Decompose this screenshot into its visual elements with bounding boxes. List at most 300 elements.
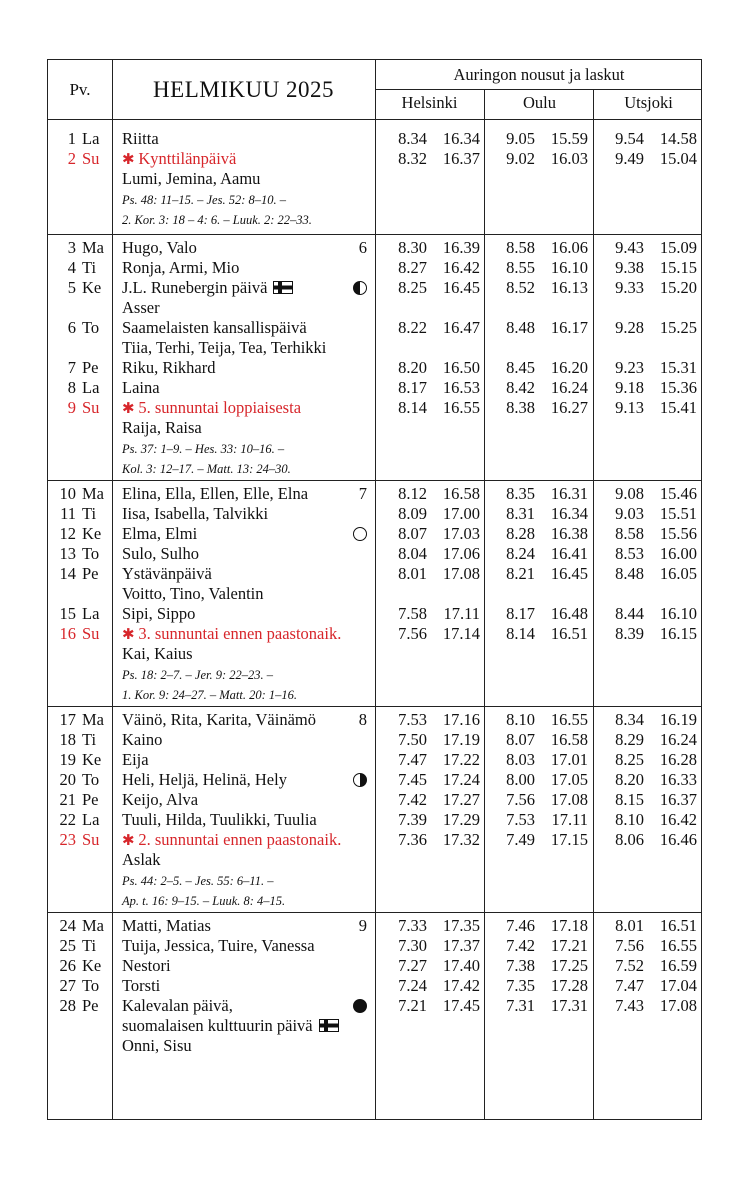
weekday: Ma (82, 916, 104, 935)
last-quarter-moon-icon (353, 281, 367, 295)
day-number: 28 (59, 996, 76, 1015)
name-day-label: suomalaisen kulttuurin päivä (122, 1016, 313, 1035)
day-number: 1 (67, 129, 76, 148)
utsjoki-sunrise: 9.08 (615, 484, 644, 503)
oulu-sunset: 16.24 (550, 378, 588, 397)
utsjoki-sunset: 16.10 (659, 604, 697, 623)
scripture-reference: Ps. 37: 1–9. – Hes. 33: 10–16. – (122, 442, 285, 456)
oulu-sunrise: 8.28 (506, 524, 535, 543)
finnish-flag-icon (319, 1017, 339, 1030)
helsinki-sunrise: 8.01 (398, 564, 427, 583)
utsjoki-sunset: 16.51 (659, 916, 697, 935)
utsjoki-sunset: 14.58 (659, 129, 697, 148)
day-row (48, 129, 701, 149)
helsinki-sunset: 17.19 (442, 730, 480, 749)
oulu-sunset: 16.51 (550, 624, 588, 643)
oulu-sunrise: 8.35 (506, 484, 535, 503)
day-number: 8 (67, 378, 76, 397)
name-day-label: Riku, Rikhard (122, 358, 216, 377)
oulu-sunset: 16.48 (550, 604, 588, 623)
helsinki-sunset: 17.22 (442, 750, 480, 769)
helsinki-sunrise: 7.45 (398, 770, 427, 789)
name-day-text (122, 484, 308, 504)
utsjoki-sunset: 15.41 (659, 398, 697, 417)
utsjoki-sunrise: 9.43 (615, 238, 644, 257)
day-number: 4 (67, 258, 76, 277)
utsjoki-sunrise: 8.20 (615, 770, 644, 789)
oulu-sunset: 16.27 (550, 398, 588, 417)
helsinki-sunrise: 7.39 (398, 810, 427, 829)
helsinki-sunset: 17.24 (442, 770, 480, 789)
helsinki-sunrise: 7.36 (398, 830, 427, 849)
day-row (48, 976, 701, 996)
name-day-text (122, 830, 341, 851)
day-number: 23 (59, 830, 76, 849)
oulu-sunrise: 7.38 (506, 956, 535, 975)
helsinki-sunset: 17.42 (442, 976, 480, 995)
name-day-text (122, 1036, 192, 1056)
oulu-sunset: 16.13 (550, 278, 588, 297)
day-number: 18 (59, 730, 76, 749)
city-oulu: Oulu (523, 93, 556, 112)
utsjoki-sunset: 17.08 (659, 996, 697, 1015)
oulu-sunset: 16.10 (550, 258, 588, 277)
utsjoki-sunrise: 8.48 (615, 564, 644, 583)
name-day-label: Nestori (122, 956, 171, 975)
utsjoki-sunset: 15.09 (659, 238, 697, 257)
oulu-sunrise: 8.31 (506, 504, 535, 523)
day-row (48, 544, 701, 564)
scripture-reference: 1. Kor. 9: 24–27. – Matt. 20: 1–16. (122, 688, 297, 702)
scripture-reference: Ps. 48: 11–15. – Jes. 52: 8–10. – (122, 193, 286, 207)
oulu-sunrise: 8.17 (506, 604, 535, 623)
weekday: Ma (82, 710, 104, 729)
utsjoki-sunrise: 8.39 (615, 624, 644, 643)
name-day-label: 5. sunnuntai loppiaisesta (138, 398, 302, 417)
name-day-label: Elma, Elmi (122, 524, 198, 543)
name-day-text (122, 169, 260, 189)
oulu-sunrise: 9.05 (506, 129, 535, 148)
oulu-sunrise: 9.02 (506, 149, 535, 168)
name-day-text (122, 624, 341, 645)
day-row (48, 730, 701, 750)
oulu-sunset: 16.31 (550, 484, 588, 503)
utsjoki-sunset: 16.19 (659, 710, 697, 729)
helsinki-sunset: 17.29 (442, 810, 480, 829)
name-day-text (122, 956, 171, 976)
helsinki-sunrise: 8.34 (398, 129, 427, 148)
weekday: Ma (82, 238, 104, 257)
new-moon-icon (353, 999, 367, 1013)
weekday: Pe (82, 996, 99, 1015)
helsinki-sunrise: 8.17 (398, 378, 427, 397)
scripture-reference: Ps. 44: 2–5. – Jes. 55: 6–11. – (122, 874, 274, 888)
name-day-text (122, 644, 193, 664)
utsjoki-sunset: 16.28 (659, 750, 697, 769)
name-day-text (122, 936, 315, 956)
name-day-label: Heli, Heljä, Helinä, Hely (122, 770, 287, 789)
utsjoki-sunrise: 9.18 (615, 378, 644, 397)
helsinki-sunset: 16.58 (442, 484, 480, 503)
helsinki-sunset: 17.16 (442, 710, 480, 729)
weekday: Pe (82, 564, 99, 583)
name-day-text (122, 258, 239, 278)
name-day-text (122, 318, 307, 338)
oulu-sunrise: 8.42 (506, 378, 535, 397)
oulu-sunset: 16.06 (550, 238, 588, 257)
oulu-sunset: 16.41 (550, 544, 588, 563)
day-row (48, 750, 701, 770)
oulu-sunset: 17.15 (550, 830, 588, 849)
name-day-text (122, 298, 160, 318)
name-day-text (122, 564, 212, 584)
utsjoki-sunrise: 8.06 (615, 830, 644, 849)
day-number: 26 (59, 956, 76, 975)
name-day-label: Iisa, Isabella, Talvikki (122, 504, 269, 523)
holiday-star-icon: ✱ (122, 401, 139, 417)
utsjoki-sunrise: 7.52 (615, 956, 644, 975)
utsjoki-sunrise: 8.15 (615, 790, 644, 809)
weekday: Pe (82, 790, 99, 809)
oulu-sunrise: 7.46 (506, 916, 535, 935)
name-day-text (122, 850, 161, 870)
weekday: To (82, 976, 100, 995)
day-row-continuation (48, 338, 701, 358)
name-day-text (122, 398, 301, 419)
scripture-reference: Kol. 3: 12–17. – Matt. 13: 24–30. (122, 462, 291, 476)
helsinki-sunrise: 8.32 (398, 149, 427, 168)
day-number: 3 (67, 238, 76, 257)
helsinki-sunset: 17.14 (442, 624, 480, 643)
oulu-sunset: 16.58 (550, 730, 588, 749)
day-row (48, 504, 701, 524)
day-row (48, 956, 701, 976)
oulu-sunset: 17.11 (551, 810, 588, 829)
day-row-continuation (48, 418, 701, 438)
utsjoki-sunset: 16.24 (659, 730, 697, 749)
city-helsinki: Helsinki (401, 93, 458, 112)
helsinki-sunrise: 7.24 (398, 976, 427, 995)
day-row (48, 830, 701, 850)
name-day-label: Elina, Ella, Ellen, Elle, Elna (122, 484, 309, 503)
day-row-continuation (48, 644, 701, 664)
weekday: Ti (82, 936, 97, 955)
name-day-text (122, 338, 326, 358)
day-number: 12 (59, 524, 76, 543)
day-row (48, 378, 701, 398)
day-number: 20 (59, 770, 76, 789)
name-day-text (122, 710, 316, 730)
utsjoki-sunrise: 9.13 (615, 398, 644, 417)
helsinki-sunrise: 7.33 (398, 916, 427, 935)
name-day-text (122, 504, 268, 524)
oulu-sunset: 17.28 (550, 976, 588, 995)
utsjoki-sunset: 16.55 (659, 936, 697, 955)
oulu-sunrise: 8.48 (506, 318, 535, 337)
name-day-text (122, 790, 198, 810)
utsjoki-sunrise: 9.38 (615, 258, 644, 277)
helsinki-sunset: 17.40 (442, 956, 480, 975)
name-day-label: Kai, Kaius (122, 644, 193, 663)
helsinki-sunset: 17.08 (442, 564, 480, 583)
name-day-text (122, 149, 236, 170)
utsjoki-sunset: 15.25 (659, 318, 697, 337)
holiday-star-icon: ✱ (122, 152, 139, 168)
helsinki-sunset: 16.53 (442, 378, 480, 397)
day-row (48, 770, 701, 790)
helsinki-sunset: 17.00 (442, 504, 480, 523)
name-day-text (122, 238, 197, 258)
full-moon-icon (353, 527, 367, 541)
name-day-text (122, 730, 162, 750)
helsinki-sunrise: 8.14 (398, 398, 427, 417)
day-row-continuation (48, 850, 701, 870)
day-number: 14 (59, 564, 76, 583)
oulu-sunset: 17.18 (550, 916, 588, 935)
oulu-sunset: 17.21 (550, 936, 588, 955)
oulu-sunrise: 8.10 (506, 710, 535, 729)
name-day-label: Matti, Matias (122, 916, 211, 935)
day-row (48, 358, 701, 378)
weekday: To (82, 318, 100, 337)
name-day-text (122, 544, 199, 564)
day-row (48, 790, 701, 810)
name-day-text (122, 770, 287, 790)
city-utsjoki: Utsjoki (624, 93, 673, 112)
oulu-sunset: 16.55 (550, 710, 588, 729)
utsjoki-sunset: 16.37 (659, 790, 697, 809)
weekday: Ma (82, 484, 104, 503)
day-number: 2 (67, 149, 76, 168)
oulu-sunrise: 7.49 (506, 830, 535, 849)
weekday: To (82, 544, 100, 563)
helsinki-sunrise: 8.30 (398, 238, 427, 257)
weekday: Ke (82, 524, 102, 543)
name-day-label: Tiia, Terhi, Teija, Tea, Terhikki (122, 338, 327, 357)
name-day-label: Tuija, Jessica, Tuire, Vanessa (122, 936, 315, 955)
oulu-sunrise: 8.55 (506, 258, 535, 277)
weekday: Ke (82, 278, 102, 297)
weekday: La (82, 378, 100, 397)
helsinki-sunset: 16.34 (442, 129, 480, 148)
day-row (48, 996, 701, 1016)
city-divider (484, 89, 485, 119)
oulu-sunrise: 7.53 (506, 810, 535, 829)
utsjoki-sunset: 16.00 (659, 544, 697, 563)
day-number: 9 (67, 398, 76, 417)
oulu-sunset: 15.59 (550, 129, 588, 148)
utsjoki-sunrise: 9.49 (615, 149, 644, 168)
name-day-text (122, 810, 317, 830)
name-day-text (122, 278, 293, 298)
day-number: 25 (59, 936, 76, 955)
first-quarter-moon-icon (353, 773, 367, 787)
name-day-text (122, 604, 195, 624)
utsjoki-sunrise: 9.54 (615, 129, 644, 148)
name-day-label: Voitto, Tino, Valentin (122, 584, 264, 603)
name-day-label: Riitta (122, 129, 159, 148)
sunrise-sunset-title: Auringon nousut ja laskut (453, 65, 625, 84)
helsinki-sunset: 17.03 (442, 524, 480, 543)
day-number: 24 (59, 916, 76, 935)
day-row-continuation (48, 584, 701, 604)
weekday: Su (82, 398, 100, 417)
day-number: 7 (67, 358, 76, 377)
name-day-label: Ronja, Armi, Mio (122, 258, 240, 277)
name-day-label: Raija, Raisa (122, 418, 202, 437)
helsinki-sunrise: 7.21 (398, 996, 427, 1015)
oulu-sunrise: 8.52 (506, 278, 535, 297)
holiday-star-icon: ✱ (122, 833, 139, 849)
oulu-sunset: 17.25 (550, 956, 588, 975)
utsjoki-sunset: 16.15 (659, 624, 697, 643)
day-column-header: Pv. (69, 80, 91, 99)
oulu-sunset: 16.38 (550, 524, 588, 543)
utsjoki-sunrise: 8.29 (615, 730, 644, 749)
city-divider (593, 89, 594, 119)
name-day-label: Eija (122, 750, 149, 769)
name-day-text (122, 976, 160, 996)
name-day-text (122, 358, 216, 378)
oulu-sunset: 17.05 (550, 770, 588, 789)
name-day-text (122, 916, 211, 936)
name-day-label: Keijo, Alva (122, 790, 199, 809)
name-day-text (122, 378, 160, 398)
helsinki-sunset: 16.45 (442, 278, 480, 297)
name-day-label: Sipi, Sippo (122, 604, 196, 623)
day-row (48, 278, 701, 298)
day-row (48, 810, 701, 830)
oulu-sunset: 16.34 (550, 504, 588, 523)
name-day-text (122, 524, 197, 544)
day-row (48, 484, 701, 504)
oulu-sunrise: 7.42 (506, 936, 535, 955)
oulu-sunrise: 8.38 (506, 398, 535, 417)
oulu-sunset: 16.17 (550, 318, 588, 337)
name-day-label: Kynttilänpäivä (138, 149, 237, 168)
weekday: La (82, 129, 100, 148)
helsinki-sunset: 16.50 (442, 358, 480, 377)
helsinki-sunrise: 7.50 (398, 730, 427, 749)
utsjoki-sunset: 16.46 (659, 830, 697, 849)
helsinki-sunrise: 8.07 (398, 524, 427, 543)
weekday: La (82, 604, 100, 623)
utsjoki-sunrise: 8.44 (615, 604, 644, 623)
utsjoki-sunrise: 8.25 (615, 750, 644, 769)
helsinki-sunrise: 7.42 (398, 790, 427, 809)
weekday: Su (82, 830, 100, 849)
name-day-label: Saamelaisten kansallispäivä (122, 318, 307, 337)
utsjoki-sunrise: 9.28 (615, 318, 644, 337)
utsjoki-sunset: 15.04 (659, 149, 697, 168)
helsinki-sunset: 16.47 (442, 318, 480, 337)
utsjoki-sunset: 15.56 (659, 524, 697, 543)
name-day-label: Aslak (122, 850, 161, 869)
day-number: 17 (59, 710, 76, 729)
scripture-reference: 2. Kor. 3: 18 – 4: 6. – Luuk. 2: 22–33. (122, 213, 312, 227)
name-day-label: Hugo, Valo (122, 238, 197, 257)
name-day-label: Sulo, Sulho (122, 544, 200, 563)
name-day-label: Laina (122, 378, 160, 397)
utsjoki-sunrise: 8.10 (615, 810, 644, 829)
utsjoki-sunrise: 7.56 (615, 936, 644, 955)
oulu-sunrise: 8.45 (506, 358, 535, 377)
helsinki-sunset: 16.39 (442, 238, 480, 257)
weekday: Ke (82, 956, 102, 975)
oulu-sunset: 17.08 (550, 790, 588, 809)
helsinki-sunset: 16.55 (442, 398, 480, 417)
calendar-page (47, 59, 702, 1120)
weekday: Ke (82, 750, 102, 769)
scripture-reference: Ap. t. 16: 9–15. – Luuk. 8: 4–15. (122, 894, 286, 908)
day-number: 16 (59, 624, 76, 643)
helsinki-sunrise: 8.20 (398, 358, 427, 377)
utsjoki-sunset: 15.31 (659, 358, 697, 377)
utsjoki-sunset: 16.42 (659, 810, 697, 829)
utsjoki-sunset: 15.46 (659, 484, 697, 503)
name-day-label: 2. sunnuntai ennen paastonaik. (138, 830, 342, 849)
day-row-continuation (48, 298, 701, 318)
week-separator (48, 480, 701, 481)
utsjoki-sunset: 15.20 (659, 278, 697, 297)
helsinki-sunset: 17.32 (442, 830, 480, 849)
weekday: Su (82, 149, 100, 168)
oulu-sunrise: 7.31 (506, 996, 535, 1015)
name-day-label: Väinö, Rita, Karita, Väinämö (122, 710, 316, 729)
scripture-reference: Ps. 18: 2–7. – Jer. 9: 22–23. – (122, 668, 274, 682)
day-row-continuation (48, 1016, 701, 1036)
day-number: 13 (59, 544, 76, 563)
utsjoki-sunrise: 8.53 (615, 544, 644, 563)
day-row (48, 258, 701, 278)
oulu-sunset: 16.20 (550, 358, 588, 377)
week-number: 8 (358, 710, 367, 729)
sun-header-divider (375, 89, 701, 90)
name-day-text (122, 750, 149, 770)
name-day-label: Tuuli, Hilda, Tuulikki, Tuulia (122, 810, 317, 829)
day-row (48, 624, 701, 644)
name-day-label: Lumi, Jemina, Aamu (122, 169, 261, 188)
helsinki-sunrise: 8.22 (398, 318, 427, 337)
week-number: 9 (358, 916, 367, 935)
day-row (48, 398, 701, 418)
oulu-sunrise: 8.58 (506, 238, 535, 257)
name-day-label: Torsti (122, 976, 161, 995)
weekday: Ti (82, 730, 97, 749)
day-number: 15 (59, 604, 76, 623)
helsinki-sunrise: 8.12 (398, 484, 427, 503)
oulu-sunrise: 8.24 (506, 544, 535, 563)
day-row (48, 524, 701, 544)
helsinki-sunset: 16.37 (442, 149, 480, 168)
name-day-text (122, 129, 159, 149)
helsinki-sunrise: 7.30 (398, 936, 427, 955)
utsjoki-sunrise: 9.03 (615, 504, 644, 523)
header-separator (48, 119, 701, 120)
name-day-label: 3. sunnuntai ennen paastonaik. (138, 624, 342, 643)
day-row (48, 238, 701, 258)
oulu-sunrise: 8.21 (506, 564, 535, 583)
name-day-label: Kaino (122, 730, 163, 749)
helsinki-sunset: 17.37 (442, 936, 480, 955)
oulu-sunset: 17.31 (550, 996, 588, 1015)
utsjoki-sunrise: 7.43 (615, 996, 644, 1015)
utsjoki-sunrise: 9.23 (615, 358, 644, 377)
oulu-sunrise: 8.14 (506, 624, 535, 643)
oulu-sunrise: 8.00 (506, 770, 535, 789)
utsjoki-sunrise: 7.47 (615, 976, 644, 995)
weekday: La (82, 810, 100, 829)
